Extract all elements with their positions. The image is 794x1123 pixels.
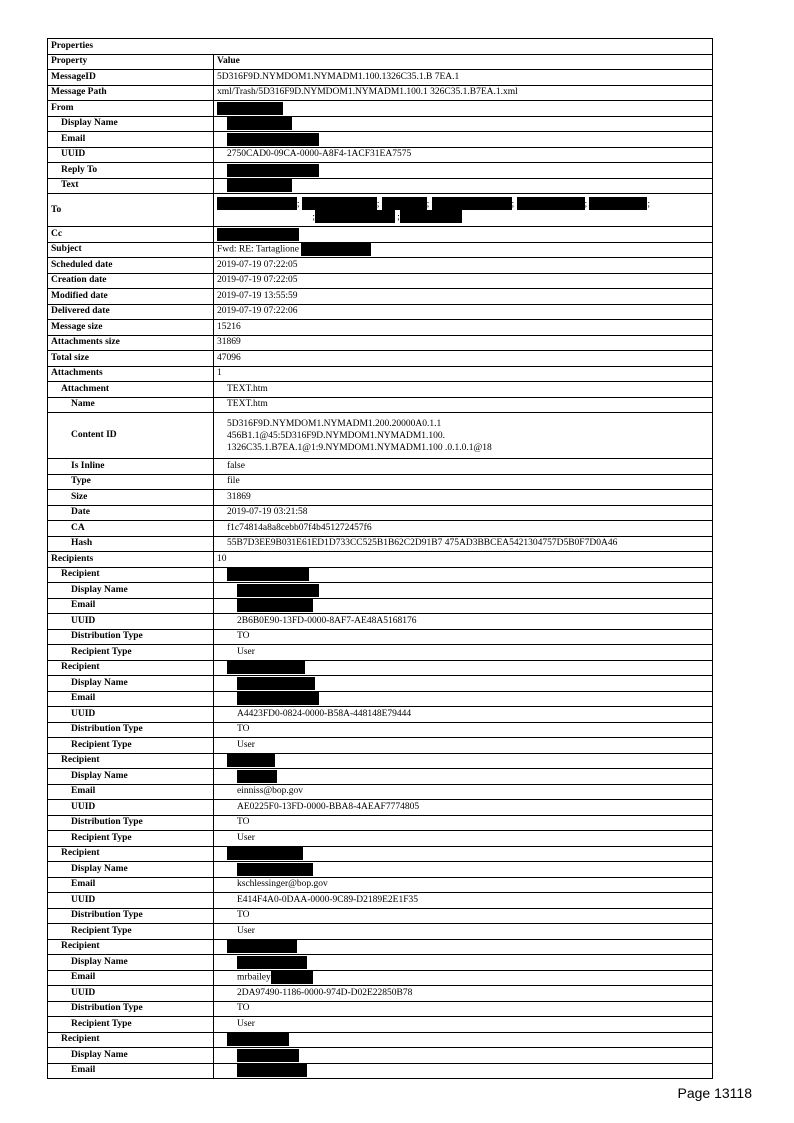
recipient-uuid-value: 2B6B0E90-13FD-0000-8AF7-AE48A5168176: [214, 614, 713, 630]
row-label: Recipient: [48, 1032, 214, 1048]
redaction-box: [432, 197, 512, 210]
table-row: [48, 738, 713, 754]
table-row: [48, 70, 713, 86]
table-row: [48, 815, 713, 831]
table-row: [48, 304, 713, 320]
value-header: Value: [214, 54, 713, 70]
row-label: Display Name: [48, 955, 214, 971]
table-row: [48, 893, 713, 909]
row-label: Distribution Type: [48, 629, 214, 645]
row-label: Email: [48, 598, 214, 614]
property-header: Property: [48, 54, 214, 70]
redaction-box: [400, 210, 462, 223]
message-id-value: 5D316F9D.NYMDOM1.NYMADM1.100.1326C35.1.B 7EA.1: [214, 70, 713, 86]
table-row: [48, 335, 713, 351]
row-label: Size: [48, 490, 214, 506]
table-row: [48, 273, 713, 289]
row-label: Distribution Type: [48, 815, 214, 831]
table-row: [48, 1048, 713, 1064]
page-number: Page 13118: [677, 1085, 752, 1101]
content-id-value: [214, 413, 713, 459]
header-row: [48, 54, 713, 70]
row-label: Content ID: [48, 413, 214, 459]
row-label: Recipient: [48, 660, 214, 676]
redaction-box: [227, 179, 292, 192]
row-label: Type: [48, 474, 214, 490]
recipient-type-value: User: [214, 1017, 713, 1033]
row-label: Text: [48, 178, 214, 194]
row-label: Display Name: [48, 676, 214, 692]
attachment-value: TEXT.htm: [214, 382, 713, 398]
recipient-value: [214, 660, 713, 676]
separator: ;: [584, 198, 588, 209]
row-label: Creation date: [48, 273, 214, 289]
message-path-value: xml/Trash/5D316F9D.NYMDOM1.NYMADM1.100.1 326C35.1.B7EA.1.xml: [214, 85, 713, 101]
redaction-box: [589, 197, 647, 210]
row-label: Recipient: [48, 567, 214, 583]
table-title-row: [48, 39, 713, 55]
redaction-box: [227, 940, 297, 953]
recipient-type-value: User: [214, 831, 713, 847]
row-label: Email: [48, 970, 214, 986]
recipient-email-text: mrbailey: [237, 972, 271, 983]
row-label: Recipient: [48, 846, 214, 862]
recipient-display-name-value: [214, 955, 713, 971]
row-label: Recipient: [48, 753, 214, 769]
table-row: [48, 691, 713, 707]
row-label: Distribution Type: [48, 1001, 214, 1017]
redaction-box: [237, 770, 277, 783]
table-row: [48, 242, 713, 258]
row-label: Email: [48, 691, 214, 707]
row-label: UUID: [48, 800, 214, 816]
redaction-box: [217, 102, 283, 115]
table-title: Properties: [48, 39, 713, 55]
row-label: UUID: [48, 893, 214, 909]
recipient-distribution-value: TO: [214, 1001, 713, 1017]
recipient-email-value: [214, 970, 713, 986]
from-value: [214, 101, 713, 117]
separator: ;: [511, 198, 515, 209]
redaction-box: [227, 164, 319, 177]
recipient-value: [214, 846, 713, 862]
table-row: [48, 474, 713, 490]
redaction-box: [227, 847, 303, 860]
recipient-email-value: [214, 1063, 713, 1079]
table-row: [48, 908, 713, 924]
message-size-value: 15216: [214, 320, 713, 336]
row-label: From: [48, 101, 214, 117]
row-label: Distribution Type: [48, 722, 214, 738]
table-row: [48, 877, 713, 893]
table-row: [48, 1017, 713, 1033]
to-value: [214, 194, 713, 227]
row-label: Display Name: [48, 1048, 214, 1064]
table-row: [48, 970, 713, 986]
row-label: Distribution Type: [48, 908, 214, 924]
recipient-uuid-value: A4423FD0-0824-0000-B58A-448148E79444: [214, 707, 713, 723]
table-row: [48, 676, 713, 692]
table-row: [48, 753, 713, 769]
table-row: [48, 101, 713, 117]
recipient-uuid-value: 2DA97490-1186-0000-974D-D02E22850B78: [214, 986, 713, 1002]
row-label: UUID: [48, 986, 214, 1002]
redaction-box: [217, 228, 299, 241]
row-label: Modified date: [48, 289, 214, 305]
redaction-box: [237, 599, 313, 612]
redaction-box: [517, 197, 585, 210]
subject-text: Fwd: RE: Tartaglione: [217, 244, 300, 255]
reply-to-value: [214, 163, 713, 179]
table-row: [48, 194, 713, 227]
table-row: [48, 505, 713, 521]
row-label: Delivered date: [48, 304, 214, 320]
table-row: [48, 227, 713, 243]
row-label: Recipient Type: [48, 831, 214, 847]
row-label: Recipient Type: [48, 1017, 214, 1033]
creation-date-value: 2019-07-19 07:22:05: [214, 273, 713, 289]
uuid-value: 2750CAD0-09CA-0000-A8F4-1ACF31EA7575: [214, 147, 713, 163]
recipients-count-value: 10: [214, 552, 713, 568]
table-row: [48, 258, 713, 274]
row-label: CA: [48, 521, 214, 537]
redaction-box: [237, 677, 315, 690]
recipient-display-name-value: [214, 862, 713, 878]
row-label: Display Name: [48, 116, 214, 132]
table-row: [48, 521, 713, 537]
row-label: Scheduled date: [48, 258, 214, 274]
recipient-display-name-value: [214, 583, 713, 599]
recipient-display-name-value: [214, 769, 713, 785]
row-label: UUID: [48, 147, 214, 163]
row-label: MessageID: [48, 70, 214, 86]
recipient-email-value: kschlessinger@bop.gov: [214, 877, 713, 893]
redaction-box: [217, 197, 297, 210]
table-row: [48, 351, 713, 367]
display-name-value: [214, 116, 713, 132]
row-label: Display Name: [48, 583, 214, 599]
attachment-name-value: TEXT.htm: [214, 397, 713, 413]
row-label: Attachments: [48, 366, 214, 382]
delivered-date-value: 2019-07-19 07:22:06: [214, 304, 713, 320]
table-row: [48, 567, 713, 583]
recipient-email-value: einniss@bop.gov: [214, 784, 713, 800]
recipient-uuid-value: AE0225F0-13FD-0000-BBA8-4AEAF7774805: [214, 800, 713, 816]
table-row: [48, 769, 713, 785]
properties-table: [47, 38, 713, 1079]
redaction-box: [227, 661, 305, 674]
row-label: Recipient Type: [48, 738, 214, 754]
row-label: To: [48, 194, 214, 227]
redaction-box: [271, 971, 313, 984]
row-label: Is Inline: [48, 459, 214, 475]
row-label: Hash: [48, 536, 214, 552]
table-row: [48, 583, 713, 599]
attachments-value: 1: [214, 366, 713, 382]
recipient-type-value: User: [214, 924, 713, 940]
table-row: [48, 939, 713, 955]
table-row: [48, 163, 713, 179]
table-row: [48, 413, 713, 459]
redaction-box: [227, 754, 275, 767]
table-row: [48, 85, 713, 101]
recipient-display-name-value: [214, 676, 713, 692]
row-label: Email: [48, 877, 214, 893]
table-row: [48, 490, 713, 506]
recipient-value: [214, 1032, 713, 1048]
redaction-box: [227, 117, 292, 130]
separator: ;: [397, 211, 400, 222]
redaction-box: [237, 863, 313, 876]
table-row: [48, 459, 713, 475]
table-row: [48, 1001, 713, 1017]
content-id-line: 1326C35.1.B7EA.1@1:9.NYMDOM1.NYMADM1.100 .0.1.0.1@18: [227, 442, 492, 453]
recipient-distribution-value: TO: [214, 722, 713, 738]
row-label: Message size: [48, 320, 214, 336]
row-label: Attachments size: [48, 335, 214, 351]
recipient-distribution-value: TO: [214, 815, 713, 831]
table-row: [48, 660, 713, 676]
table-row: [48, 707, 713, 723]
separator: ;: [312, 211, 315, 222]
redaction-box: [382, 197, 427, 210]
recipient-display-name-value: [214, 1048, 713, 1064]
table-row: [48, 831, 713, 847]
table-row: [48, 784, 713, 800]
row-label: Reply To: [48, 163, 214, 179]
redaction-box: [301, 243, 371, 256]
scheduled-date-value: 2019-07-19 07:22:05: [214, 258, 713, 274]
size-value: 31869: [214, 490, 713, 506]
table-row: [48, 382, 713, 398]
redaction-box: [237, 1064, 307, 1077]
redaction-box: [227, 1033, 289, 1046]
total-size-value: 47096: [214, 351, 713, 367]
recipient-type-value: User: [214, 645, 713, 661]
recipient-email-value: [214, 691, 713, 707]
redaction-box: [227, 133, 319, 146]
redaction-box: [315, 210, 395, 223]
redaction-box: [237, 1049, 299, 1062]
row-label: Display Name: [48, 862, 214, 878]
recipient-value: [214, 753, 713, 769]
table-row: [48, 397, 713, 413]
row-label: UUID: [48, 707, 214, 723]
recipient-value: [214, 567, 713, 583]
row-label: Recipient Type: [48, 645, 214, 661]
is-inline-value: false: [214, 459, 713, 475]
row-label: Recipient: [48, 939, 214, 955]
recipient-value: [214, 939, 713, 955]
date-value: 2019-07-19 03:21:58: [214, 505, 713, 521]
table-row: [48, 320, 713, 336]
attachments-size-value: 31869: [214, 335, 713, 351]
table-row: [48, 147, 713, 163]
table-row: [48, 846, 713, 862]
row-label: Email: [48, 132, 214, 148]
row-label: UUID: [48, 614, 214, 630]
cc-value: [214, 227, 713, 243]
separator: ;: [376, 198, 380, 209]
redaction-box: [237, 956, 307, 969]
content-id-line: 5D316F9D.NYMDOM1.NYMADM1.200.20000A0.1.1: [227, 418, 442, 429]
email-value: [214, 132, 713, 148]
table-row: [48, 629, 713, 645]
row-label: Message Path: [48, 85, 214, 101]
separator: ;: [297, 198, 300, 209]
table-row: [48, 116, 713, 132]
table-row: [48, 924, 713, 940]
table-row: [48, 955, 713, 971]
table-row: [48, 366, 713, 382]
type-value: file: [214, 474, 713, 490]
separator: ;: [426, 198, 430, 209]
table-row: [48, 552, 713, 568]
row-label: Attachment: [48, 382, 214, 398]
subject-value: [214, 242, 713, 258]
table-row: [48, 536, 713, 552]
row-label: Email: [48, 784, 214, 800]
row-label: Subject: [48, 242, 214, 258]
table-row: [48, 1032, 713, 1048]
table-row: [48, 722, 713, 738]
recipient-type-value: User: [214, 738, 713, 754]
redaction-box: [237, 584, 319, 597]
recipient-email-value: [214, 598, 713, 614]
modified-date-value: 2019-07-19 13:55:59: [214, 289, 713, 305]
table-row: [48, 598, 713, 614]
row-label: Recipients: [48, 552, 214, 568]
to-line-1: [217, 197, 709, 210]
table-row: [48, 132, 713, 148]
row-label: Total size: [48, 351, 214, 367]
recipient-uuid-value: E414F4A0-0DAA-0000-9C89-D2189E2E1F35: [214, 893, 713, 909]
table-row: [48, 800, 713, 816]
row-label: Date: [48, 505, 214, 521]
table-row: [48, 178, 713, 194]
table-row: [48, 289, 713, 305]
row-label: Name: [48, 397, 214, 413]
redaction-box: [227, 568, 309, 581]
redaction-box: [237, 692, 319, 705]
recipient-distribution-value: TO: [214, 629, 713, 645]
to-line-2: [217, 210, 709, 223]
text-value: [214, 178, 713, 194]
recipient-distribution-value: TO: [214, 908, 713, 924]
row-label: Cc: [48, 227, 214, 243]
redaction-box: [302, 197, 377, 210]
hash-value: 55B7D3EE9B031E61ED1D733CC525B1B62C2D91B7 475AD3BBCEA5421304757D5B0F7D0A46: [214, 536, 713, 552]
row-label: Email: [48, 1063, 214, 1079]
table-row: [48, 862, 713, 878]
content-id-line: 456B1.1@45:5D316F9D.NYMDOM1.NYMADM1.100.: [227, 430, 446, 441]
row-label: Display Name: [48, 769, 214, 785]
table-row: [48, 1063, 713, 1079]
table-row: [48, 986, 713, 1002]
ca-value: f1c74814a8a8cebb07f4b451272457f6: [214, 521, 713, 537]
row-label: Recipient Type: [48, 924, 214, 940]
table-row: [48, 614, 713, 630]
separator: ;: [647, 198, 650, 209]
table-row: [48, 645, 713, 661]
